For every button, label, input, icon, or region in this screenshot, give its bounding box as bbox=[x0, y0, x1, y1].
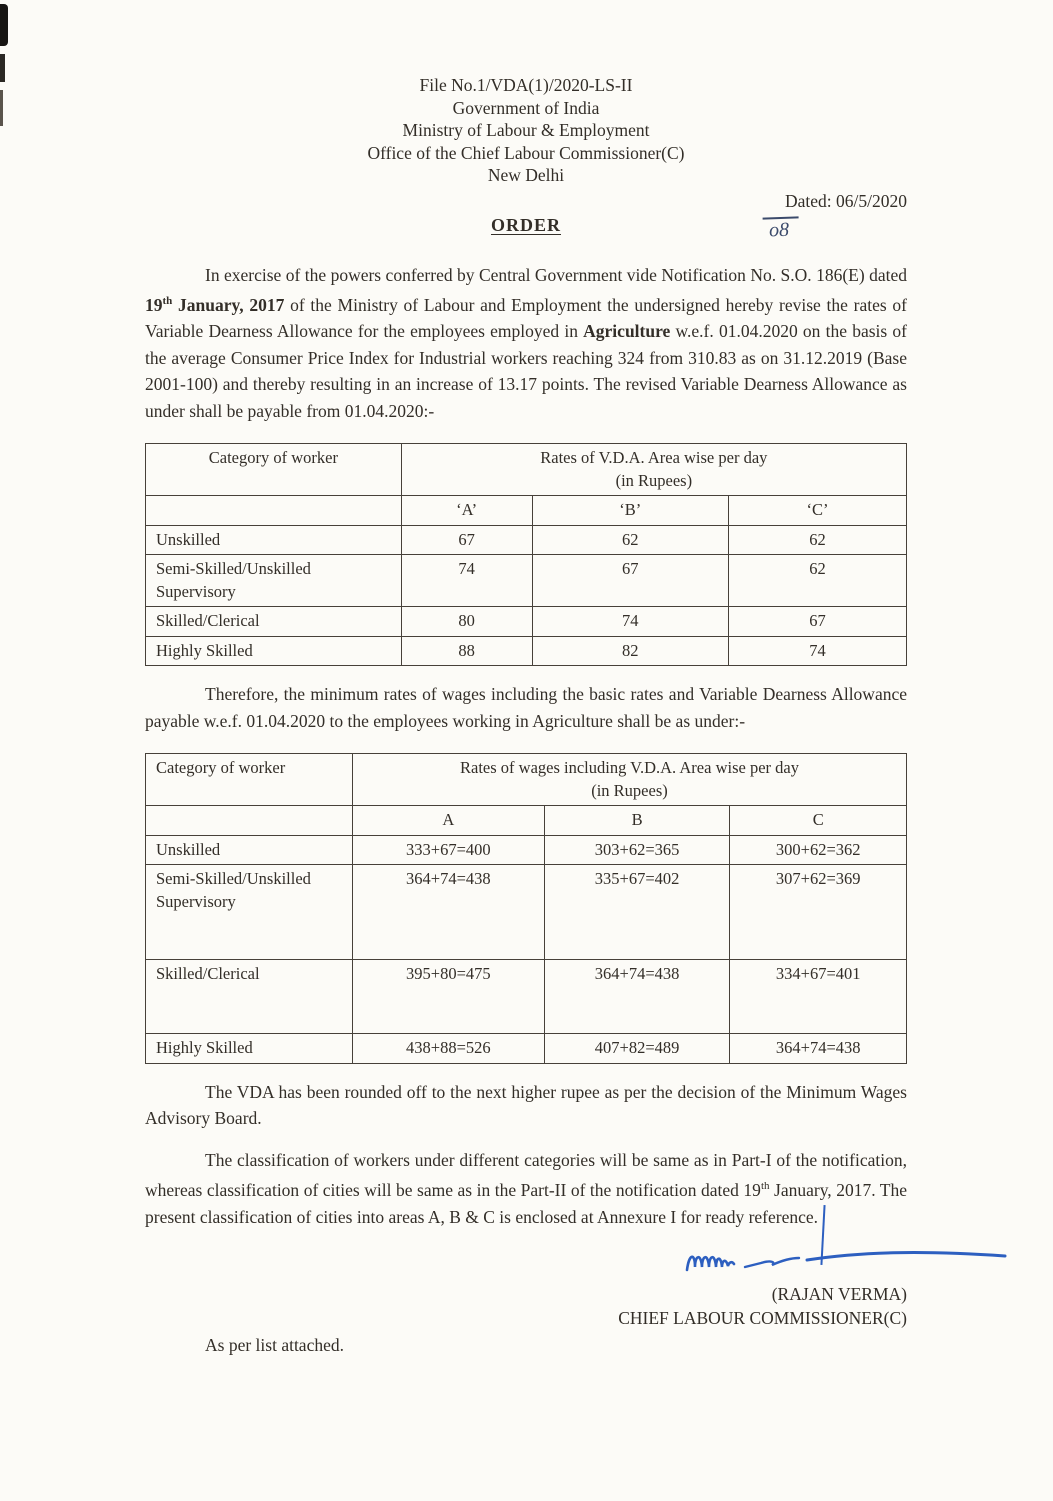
document-content bbox=[145, 74, 907, 1356]
scan-artifact bbox=[0, 4, 8, 46]
paragraph-text: In exercise of the powers conferred by Central Government vide Notification No. S.O. 186(E) dated bbox=[205, 264, 907, 285]
signature-area bbox=[145, 1236, 1009, 1284]
signature-ink bbox=[679, 1236, 1009, 1282]
handwritten-date: o8 bbox=[763, 216, 800, 242]
place-line: New Delhi bbox=[487, 165, 565, 185]
paragraph-classification: The classification of workers under different categories will be same as in Part-I of the notification, whereas classification of cities will be same as in the Part-II of the notification dated 19th January, 2017. The present classification of cities into areas A, B & C is enclosed at Annexure I for ready reference. bbox=[145, 1147, 907, 1230]
government-line: Government of India bbox=[452, 97, 600, 118]
table-row: Semi-Skilled/Unskilled Supervisory 364+74=438 335+67=402 307+62=369 bbox=[146, 865, 907, 960]
table-row: Skilled/Clerical 395+80=475 364+74=438 334+67=401 bbox=[146, 960, 907, 1034]
order-title-row bbox=[145, 215, 907, 247]
letterhead bbox=[145, 74, 907, 187]
empty-cell bbox=[146, 496, 402, 526]
area-b-header: ‘B’ bbox=[532, 496, 728, 526]
bold-agriculture: Agriculture bbox=[583, 321, 671, 342]
wages-header-cell: Rates of wages including V.D.A. Area wise per day (in Rupees) bbox=[352, 754, 906, 806]
area-b-header: B bbox=[544, 806, 730, 836]
area-a-header: ‘A’ bbox=[401, 496, 532, 526]
file-number: File No.1/VDA(1)/2020-LS-II bbox=[419, 75, 633, 95]
empty-cell bbox=[146, 806, 353, 836]
table-header-row bbox=[146, 754, 907, 806]
category-header-cell: Category of worker bbox=[146, 444, 402, 496]
office-line: Office of the Chief Labour Commissioner(C) bbox=[367, 142, 685, 163]
table-row: Skilled/Clerical 80 74 67 bbox=[146, 607, 907, 637]
area-c-header: ‘C’ bbox=[728, 496, 906, 526]
paragraph-text: of the Ministry of Labour and Employment the undersigned hereby revise the rates of Variable Dearness Allowance for the employees employed in bbox=[145, 294, 907, 342]
category-header-cell: Category of worker bbox=[146, 754, 353, 806]
table-subheader-row bbox=[146, 496, 907, 526]
area-c-header: C bbox=[730, 806, 907, 836]
paragraph-minimum-wages: Therefore, the minimum rates of wages including the basic rates and Variable Dearness Allowance payable w.e.f. 01.04.2020 to the employees working in Agriculture shall be as under:- bbox=[145, 684, 907, 731]
table-subheader-row bbox=[146, 806, 907, 836]
signatory-name: (RAJAN VERMA) bbox=[771, 1284, 907, 1305]
table-row: Highly Skilled 438+88=526 407+82=489 364+74=438 bbox=[146, 1034, 907, 1064]
table-row: Highly Skilled 88 82 74 bbox=[146, 636, 907, 666]
rates-header-cell: Rates of V.D.A. Area wise per day (in Rupees) bbox=[401, 444, 906, 496]
table-header-row bbox=[146, 444, 907, 496]
table-row: Unskilled 67 62 62 bbox=[146, 525, 907, 555]
dated-line: Dated: 06/5/2020 bbox=[785, 190, 907, 211]
ministry-line: Ministry of Labour & Employment bbox=[402, 120, 650, 140]
bold-date: 19th January, 2017 bbox=[145, 294, 285, 315]
paragraph-text: The classification of workers under different categories will be same as in Part-I of the notification, whereas classification of cities will be same as in the Part-II of the notification dated 19 bbox=[145, 1149, 907, 1201]
wages-rates-table bbox=[145, 753, 907, 1064]
paragraph-text: w.e.f. 01.04.2020 on the basis of the average Consumer Price Index for Industrial workers reaching 324 from 310.83 as on 31.12.2019 (Base 2001-100) and thereby resulting in an increase of 13.17 points. The revised Variable Dearness Allowance as under shall be payable from 01.04.2020:- bbox=[145, 321, 907, 421]
paragraph-text: January, 2017. The present classification of cities into areas A, B & C is enclosed at Annexure I for ready reference. bbox=[145, 1180, 907, 1227]
paragraph-powers bbox=[145, 262, 907, 425]
order-title: ORDER bbox=[490, 214, 561, 235]
signatory-title: CHIEF LABOUR COMMISSIONER(C) bbox=[618, 1308, 907, 1329]
paragraph-rounding: The VDA has been rounded off to the next higher rupee as per the decision of the Minimum Wages Advisory Board. bbox=[145, 1081, 907, 1129]
vda-rates-table bbox=[145, 443, 907, 666]
area-a-header: A bbox=[352, 806, 544, 836]
scan-artifact bbox=[0, 54, 5, 82]
table-row: Unskilled 333+67=400 303+62=365 300+62=362 bbox=[146, 835, 907, 865]
table-row: Semi-Skilled/Unskilled Supervisory 74 67 62 bbox=[146, 555, 907, 607]
scan-artifact bbox=[0, 90, 3, 126]
attachment-note: As per list attached. bbox=[205, 1335, 344, 1356]
